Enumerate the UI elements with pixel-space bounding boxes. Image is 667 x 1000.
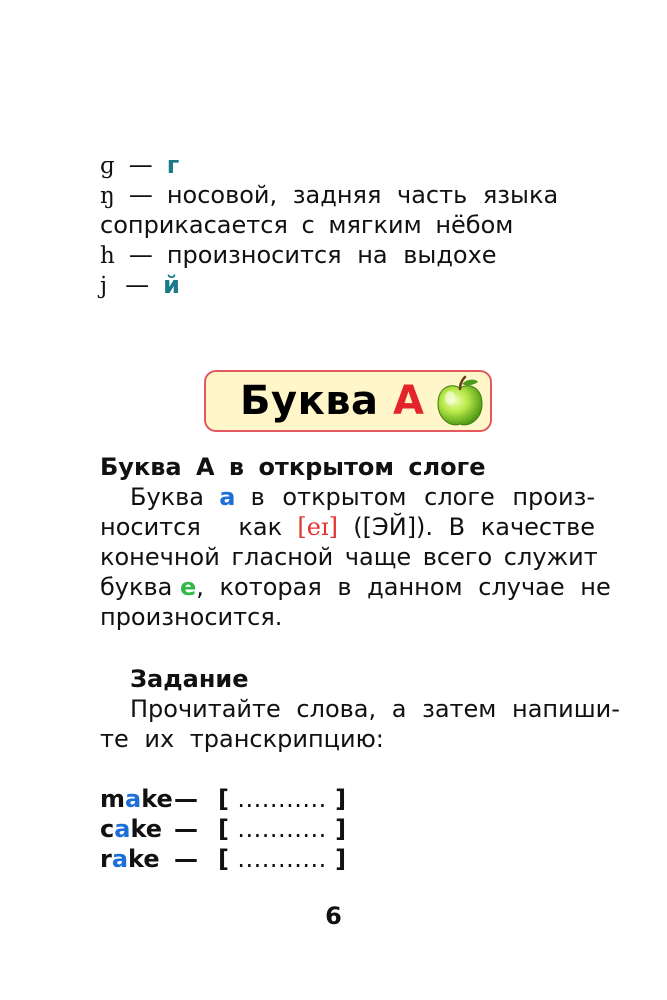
russian-letter: г: [166, 151, 180, 179]
dash: —: [128, 151, 153, 179]
phonetic-h: [100, 240, 595, 271]
paragraph-line-3: конечной гласной чаще всего служит: [100, 543, 598, 571]
task-line-1: Прочитайте слова, а затем напиши-: [130, 695, 620, 723]
ipa-symbol: ɡ: [100, 153, 115, 179]
vowel-highlight: a: [111, 845, 129, 873]
blank-field: ...........: [237, 845, 327, 873]
text: , которая в данном случае не: [196, 573, 611, 601]
highlight-letter-a: a: [219, 483, 236, 511]
title-letter: A: [392, 378, 425, 424]
blank-field: ...........: [237, 785, 327, 813]
text: носится как: [100, 513, 283, 541]
phonetic-g: [100, 150, 595, 181]
description: произносится на выдохе: [166, 241, 497, 269]
text: буква: [100, 573, 173, 601]
subsection-heading: Буква А в открытом слоге: [100, 453, 486, 481]
text: ([ЭЙ]). В качестве: [353, 513, 595, 541]
russian-letter: й: [163, 271, 180, 299]
word-row-cake: cake — [ ........... ]: [100, 815, 347, 843]
paragraph-line-1: [130, 482, 595, 512]
ipa-symbol: j: [100, 273, 108, 299]
transcription: [eɪ]: [297, 513, 338, 541]
dash: —: [125, 271, 150, 299]
word-row-make: make— [ ........... ]: [100, 785, 347, 813]
word-row-rake: rake — [ ........... ]: [100, 845, 347, 873]
section-title-box: [204, 370, 492, 432]
title-word: Буква: [240, 378, 379, 424]
paragraph-line-2: [100, 512, 595, 542]
task-heading: Задание: [130, 665, 249, 693]
vowel-highlight: a: [114, 815, 131, 843]
dash: —: [128, 181, 153, 209]
description: носовой, задняя часть языка: [166, 181, 559, 209]
text: Буква: [130, 483, 205, 511]
ipa-symbol: ŋ: [100, 183, 115, 209]
vowel-highlight: a: [125, 785, 142, 813]
highlight-letter-e: e: [180, 573, 197, 601]
dash: —: [128, 241, 153, 269]
paragraph-line-4: [100, 572, 611, 602]
ipa-symbol: h: [100, 243, 115, 269]
phonetic-j: [100, 270, 595, 301]
task-line-2: те их транскрипцию:: [100, 725, 384, 753]
phonetic-ng-line1: [100, 180, 595, 211]
page-number: 6: [325, 902, 342, 930]
phonetic-ng-line2: [100, 210, 595, 240]
apple-icon: [432, 374, 488, 430]
text: в открытом слоге произ-: [250, 483, 595, 511]
section-title: [240, 378, 424, 424]
description: соприкасается с мягким нёбом: [100, 211, 514, 239]
blank-field: ...........: [237, 815, 327, 843]
paragraph-line-5: произносится.: [100, 603, 283, 631]
